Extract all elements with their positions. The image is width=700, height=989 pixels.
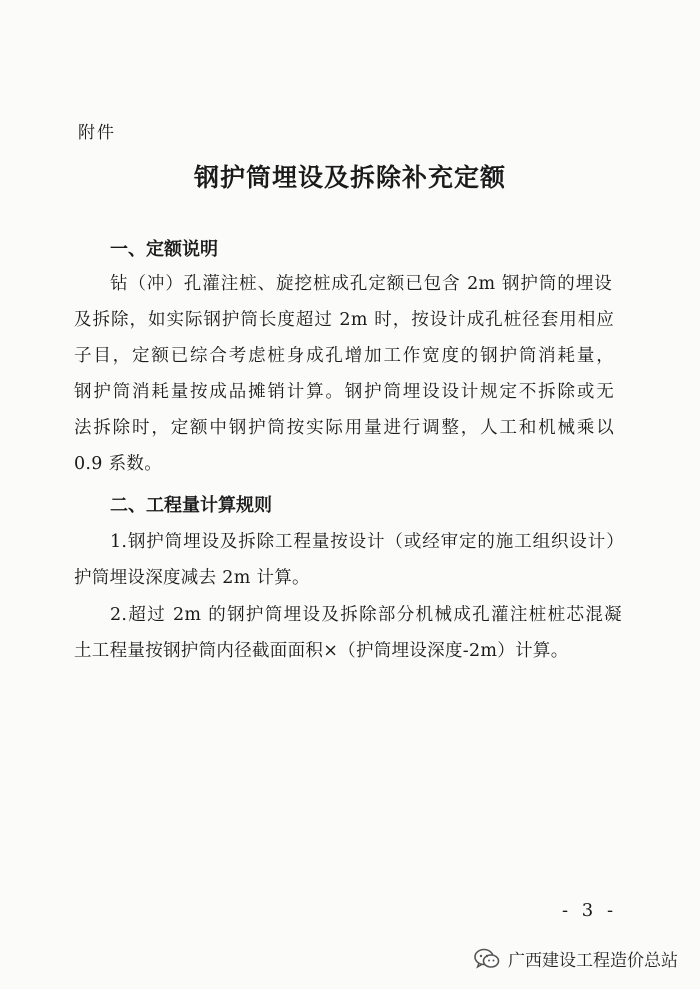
attachment-label: 附件 (78, 123, 116, 143)
paragraph-line: 土工程量按钢护筒内径截面面积×（护筒埋设深度-2m）计算。 (74, 641, 569, 661)
document-title: 钢护筒埋设及拆除补充定额 (193, 163, 506, 192)
wechat-icon (474, 948, 500, 970)
paragraph-line: 护筒埋设深度减去 2m 计算。 (74, 568, 310, 588)
source-watermark (474, 946, 678, 971)
paragraph-line: 0.9 系数。 (74, 454, 162, 474)
section-heading-quota-notes: 一、定额说明 (110, 239, 218, 260)
section-heading-calculation-rules: 二、工程量计算规则 (110, 495, 272, 516)
paragraph-line: 钢护筒消耗量按成品摊销计算。钢护筒埋设设计规定不拆除或无 (74, 382, 614, 402)
paragraph-line: 钻（冲）孔灌注桩、旋挖桩成孔定额已包含 2m 钢护筒的埋设 (110, 274, 612, 294)
paragraph-line: 1.钢护筒埋设及拆除工程量按设计（或经审定的施工组织设计） (110, 532, 624, 552)
page-number: - 3 - (562, 900, 618, 921)
watermark-text: 广西建设工程造价总站 (508, 951, 678, 971)
paragraph-line: 2.超过 2m 的钢护筒埋设及拆除部分机械成孔灌注桩桩芯混凝 (110, 605, 622, 625)
paragraph-line: 子目，定额已综合考虑桩身成孔增加工作宽度的钢护筒消耗量， (74, 346, 614, 366)
paragraph-line: 及拆除，如实际钢护筒长度超过 2m 时，按设计成孔桩径套用相应 (74, 310, 614, 330)
paragraph-line: 法拆除时，定额中钢护筒按实际用量进行调整，人工和机械乘以 (74, 418, 614, 438)
